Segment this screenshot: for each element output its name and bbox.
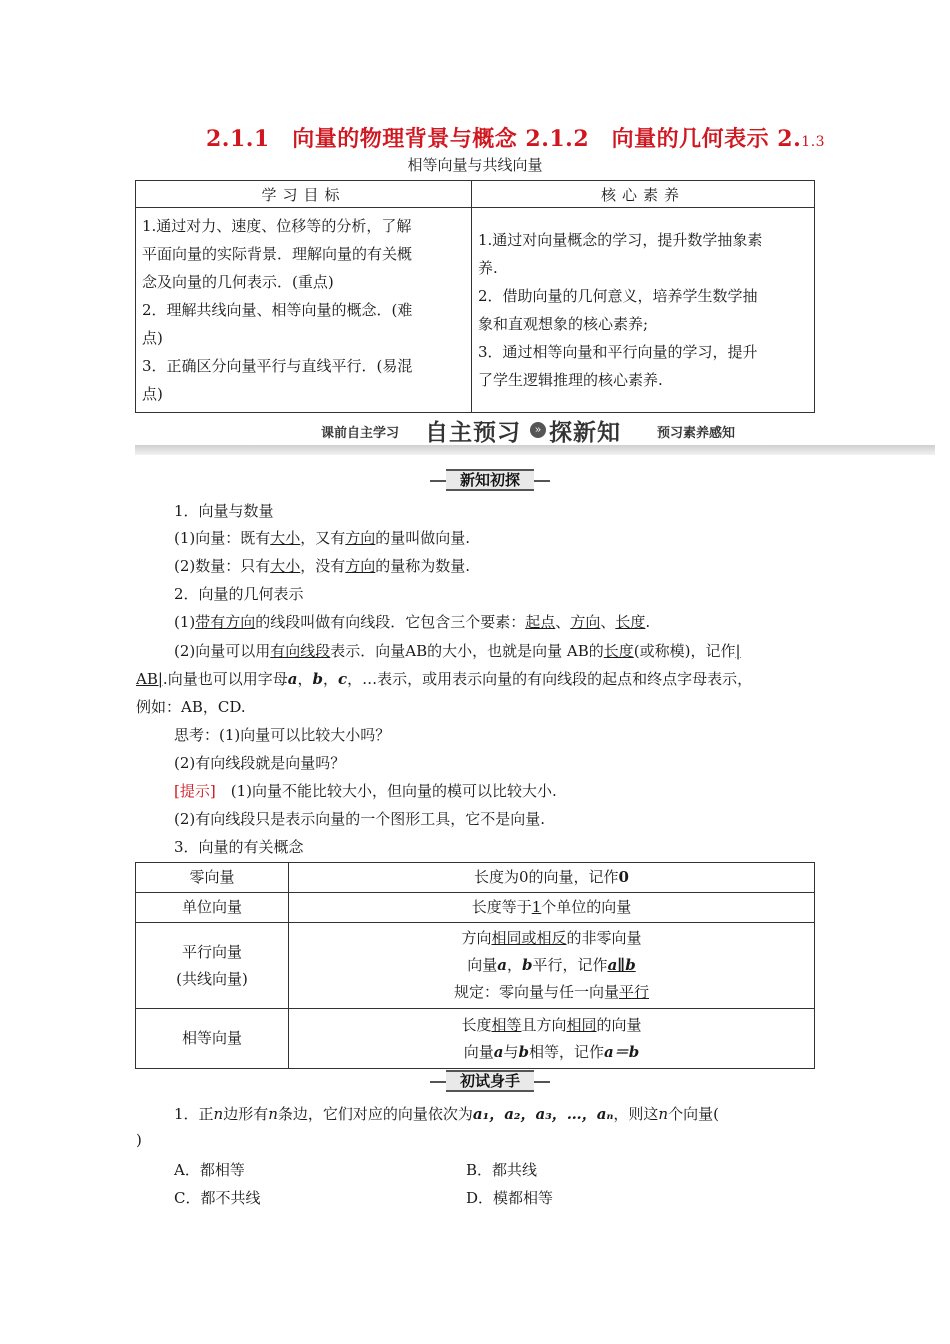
text-line: (2)数量：只有大小，没有方向的量称为数量. (174, 557, 471, 575)
section-tag-label: 新知初探 (446, 469, 534, 491)
option-c[interactable]: C．都不共线 (174, 1189, 261, 1207)
heading-3: 3．向量的有关概念 (174, 838, 304, 856)
goal-line: 1.通过对力、速度、位移等的分析，了解 (142, 217, 412, 235)
banner-right-text: 预习素养感知 (657, 426, 736, 441)
goal-line: 平面向量的实际背景．理解向量的有关概 (142, 245, 413, 263)
concept-desc: 长度为0的向量，记作0 (289, 863, 815, 893)
text-line: AB|.向量也可以用字母a，b，c，…表示，或用表示向量的有向线段的起点和终点字母表示， (136, 670, 753, 688)
option-d[interactable]: D．模都相等 (466, 1189, 554, 1207)
page-title (206, 122, 825, 153)
banner-title-1: 自主预习 (425, 420, 521, 446)
section-tag-label: 初试身手 (446, 1070, 534, 1092)
think-question-2: (2)有向线段就是向量吗？ (174, 754, 346, 772)
heading-1: 1．向量与数量 (174, 502, 274, 520)
option-b[interactable]: B．都共线 (466, 1161, 538, 1179)
goals-header-right: 核心素养 (472, 181, 815, 208)
literacy-line: 2．借助向量的几何意义，培养学生数学抽 (478, 287, 758, 305)
literacy-line: 了学生逻辑推理的核心素养. (478, 371, 663, 389)
concept-desc: 方向相同或相反的非零向量 向量a，b平行，记作a∥b 规定：零向量与任一向量平行 (289, 923, 815, 1009)
section-banner (135, 414, 935, 454)
goal-line: 2．理解共线向量、相等向量的概念．(难 (142, 301, 413, 319)
concept-name: 平行向量 (共线向量) (136, 923, 289, 1009)
literacy-line: 养. (478, 259, 498, 277)
concept-desc: 长度等于1个单位的向量 (289, 893, 815, 923)
hint-line-1: [提示] (1)向量不能比较大小，但向量的模可以比较大小. (174, 782, 557, 800)
section-tag-try (420, 1070, 560, 1092)
title-text-small: 1.3 (801, 134, 826, 150)
concept-name: 相等向量 (136, 1009, 289, 1069)
concept-name: 零向量 (136, 863, 289, 893)
literacy-line: 1.通过对向量概念的学习，提升数学抽象素 (478, 231, 763, 249)
section-tag-new (420, 469, 560, 491)
goal-line: 点) (142, 329, 163, 347)
text-line: (1)带有方向的线段叫做有向线段．它包含三个要素：起点、方向、长度. (174, 613, 651, 631)
page-subtitle: 相等向量与共线向量 (407, 156, 543, 174)
exercise-question: 1．正n边形有n条边，它们对应的向量依次为a₁，a₂，a₃，…，aₙ，则这n个向量( (174, 1105, 719, 1123)
title-text: 2.1.1 向量的物理背景与概念 2.1.2 向量的几何表示 2. (206, 126, 802, 152)
goals-left-cell (136, 208, 472, 413)
goals-table (135, 180, 815, 413)
banner-bar (135, 445, 935, 455)
literacy-line: 象和直观想象的核心素养; (478, 315, 649, 333)
hint-label: [提示] (174, 782, 216, 800)
arrow-icon: » (530, 422, 546, 438)
option-a[interactable]: A．都相等 (174, 1161, 245, 1179)
goals-right-cell (472, 208, 815, 413)
exercise-question-cont: ) (136, 1131, 142, 1149)
think-question-1: 思考：(1)向量可以比较大小吗？ (174, 726, 391, 744)
text-line: (1)向量：既有大小，又有方向的量叫做向量. (174, 529, 471, 547)
goal-line: 念及向量的几何表示．(重点) (142, 273, 334, 291)
concept-desc: 长度相等且方向相同的向量 向量a与b相等，记作a＝b (289, 1009, 815, 1069)
goals-header-left: 学习目标 (136, 181, 472, 208)
banner-left-text: 课前自主学习 (321, 426, 400, 441)
banner-title-2: 探新知 (549, 420, 621, 446)
goal-line: 3．正确区分向量平行与直线平行．(易混 (142, 357, 413, 375)
concepts-table (135, 862, 815, 1069)
goal-line: 点) (142, 385, 163, 403)
literacy-line: 3．通过相等向量和平行向量的学习，提升 (478, 343, 758, 361)
text-line: 例如：AB，CD. (136, 698, 246, 716)
concept-name: 单位向量 (136, 893, 289, 923)
heading-2: 2．向量的几何表示 (174, 585, 304, 603)
text-line: (2)向量可以用有向线段表示．向量AB的大小，也就是向量 AB的长度(或称模)，记作| (174, 642, 741, 660)
hint-line-2: (2)有向线段只是表示向量的一个图形工具，它不是向量. (174, 810, 546, 828)
